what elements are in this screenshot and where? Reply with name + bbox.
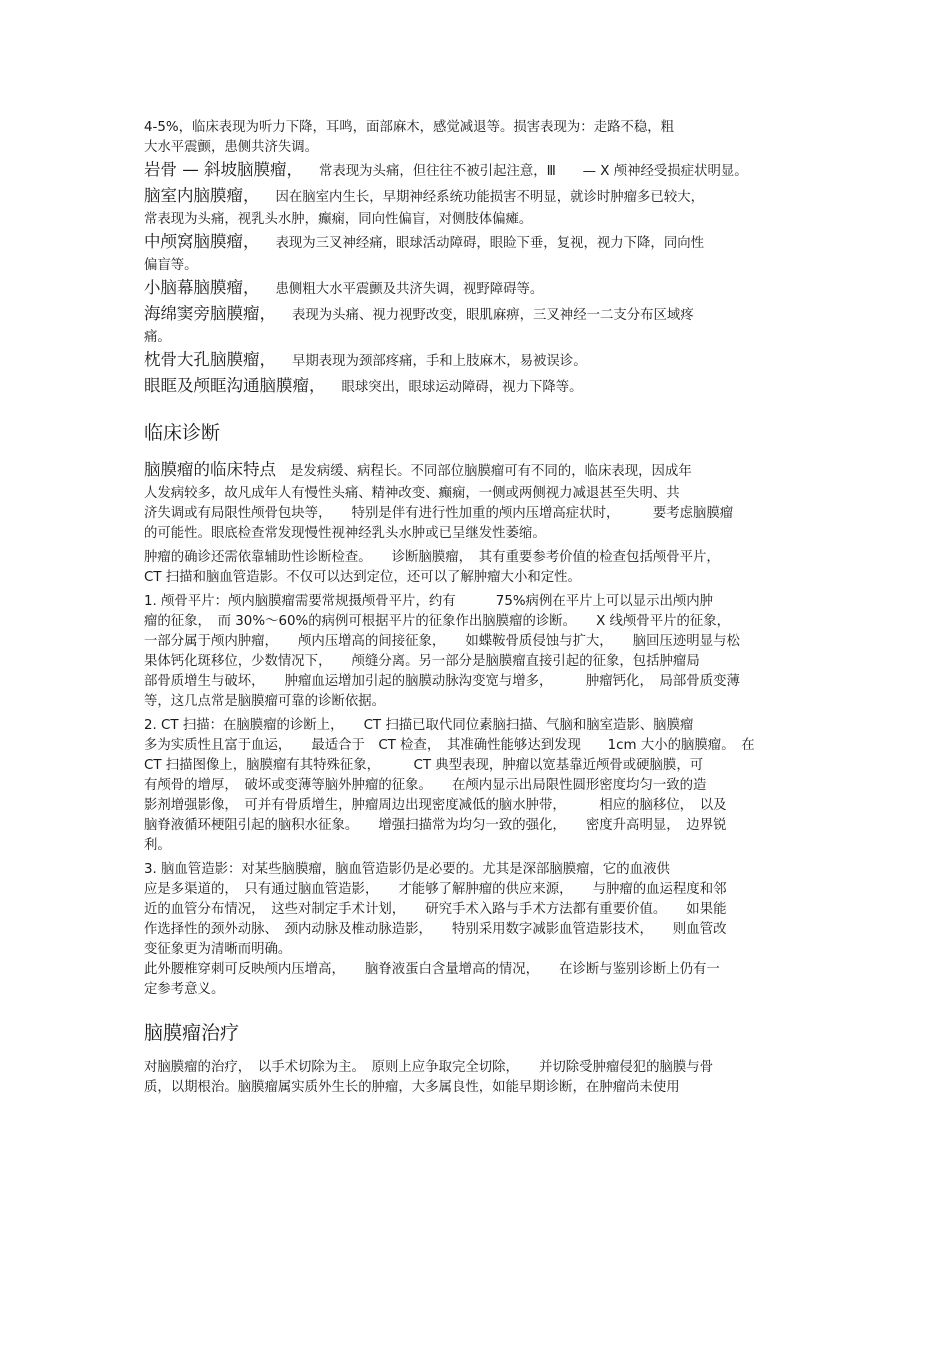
diagnosis-lead-line xyxy=(144,458,814,484)
section-heading-diagnosis: 临床诊断 xyxy=(144,422,221,444)
paragraph-line: 人发病较多，故凡成年人有慢性头痛、精神改变、癫痫，一侧或两侧视力减退甚至失明、共 xyxy=(144,486,680,501)
type-name: 中颅窝脑膜瘤， xyxy=(144,232,260,251)
paragraph-line: 定参考意义。 xyxy=(144,982,225,997)
paragraph-line: 一部分属于颅内肿瘤， 颅内压增高的间接征象， 如蝶鞍骨质侵蚀与扩大， 脑回压迹明显与松 xyxy=(144,634,740,649)
paragraph-line: 济失调或有局限性颅骨包块等， 特别是伴有进行性加重的颅内压增高症状时， 要考虑脑膜瘤 xyxy=(144,506,734,521)
intro-line-1: 4-5%，临床表现为听力下降，耳鸣，面部麻木，感觉减退等。损害表现为：走路不稳，粗 xyxy=(144,120,675,135)
paragraph-line: 此外腰椎穿刺可反映颅内压增高， 脑脊液蛋白含量增高的情况， 在诊断与鉴别诊断上仍有一 xyxy=(144,962,720,977)
type-entry-line xyxy=(144,256,814,276)
intro-line-2: 大水平震颤，患侧共济失调。 xyxy=(144,140,319,155)
type-description: 眼球突出，眼球运动障碍，视力下降等。 xyxy=(341,380,583,395)
type-entry-line xyxy=(144,210,814,230)
paragraph-line: 瘤的征象， 而 30%～60%的病例可根据平片的征象作出脑膜瘤的诊断。 X 线颅骨平片的征象， xyxy=(144,614,731,629)
type-entry-line xyxy=(144,348,814,374)
paragraph-line: 变征象更为清晰而明确。 xyxy=(144,942,292,957)
paragraph-line: 应是多渠道的， 只有通过脑血管造影， 才能够了解肿瘤的供应来源， 与肿瘤的血运程度和邻 xyxy=(144,882,727,897)
paragraph-line: CT 扫描和脑血管造影。不仅可以达到定位，还可以了解肿瘤大小和定性。 xyxy=(144,570,581,585)
type-entry-line xyxy=(144,276,814,302)
type-name: 枕骨大孔脑膜瘤， xyxy=(144,350,276,369)
type-description: 常表现为头痛，但往往不被引起注意，Ⅲ — X 颅神经受损症状明显。 xyxy=(319,164,748,179)
paragraph-line: 的可能性。眼底检查常发现慢性视神经乳头水肿或已呈继发性萎缩。 xyxy=(144,526,546,541)
type-description: 表现为头痛、视力视野改变，眼肌麻痹，三叉神经一二支分布区域疼 xyxy=(292,308,694,323)
type-description: 表现为三叉神经痛，眼球活动障碍，眼睑下垂，复视，视力下降，同向性 xyxy=(275,236,704,251)
paragraph-line: 近的血管分布情况， 这些对制定手术计划， 研究手术入路与手术方法都有重要价值。 如果能 xyxy=(144,902,727,917)
type-entry-line xyxy=(144,374,814,400)
paragraph-line: 质，以期根治。脑膜瘤属实质外生长的肿瘤，大多属良性，如能早期诊断，在肿瘤尚未使用 xyxy=(144,1080,680,1095)
paragraph-line: 果体钙化斑移位，少数情况下， 颅缝分离。另一部分是脑膜瘤直接引起的征象，包括肿瘤局 xyxy=(144,654,700,669)
meningioma-type-list xyxy=(144,158,814,400)
paragraph-line: 多为实质性且富于血运， 最适合于 CT 检查， 其准确性能够达到发现 1cm 大小的脑膜瘤。 在 xyxy=(144,738,755,753)
paragraph-line: 作选择性的颈外动脉、 颈内动脉及椎动脉造影， 特别采用数字减影血管造影技术， 则血管改 xyxy=(144,922,727,937)
paragraph-line: 等，这几点常是脑膜瘤可靠的诊断依据。 xyxy=(144,694,386,709)
type-description: 患侧粗大水平震颤及共济失调，视野障碍等。 xyxy=(275,282,544,297)
type-description: 偏盲等。 xyxy=(144,258,198,273)
diagnosis-p1-line: 是发病缓、病程长。不同部位脑膜瘤可有不同的，临床表现，因成年 xyxy=(290,464,692,479)
paragraph-line: 利。 xyxy=(144,838,171,853)
type-description: 常表现为头痛，视乳头水肿，癫痫，同向性偏盲，对侧肢体偏瘫。 xyxy=(144,212,533,227)
type-name: 小脑幕脑膜瘤， xyxy=(144,278,260,297)
section-heading-treatment: 脑膜瘤治疗 xyxy=(144,1022,240,1044)
type-entry-line xyxy=(144,328,814,348)
type-name: 眼眶及颅眶沟通脑膜瘤， xyxy=(144,376,326,395)
diagnosis-paragraph-6 xyxy=(144,960,814,1000)
paragraph-line: 3. 脑血管造影：对某些脑膜瘤，脑血管造影仍是必要的。尤其是深部脑膜瘤，它的血液供 xyxy=(144,862,670,877)
paragraph-line: 影剂增强影像， 可并有骨质增生，肿瘤周边出现密度减低的脑水肿带， 相应的脑移位， 以及 xyxy=(144,798,727,813)
diagnosis-paragraph-2 xyxy=(144,548,814,588)
diagnosis-paragraph-4 xyxy=(144,716,814,856)
type-name: 脑室内脑膜瘤， xyxy=(144,186,260,205)
diagnosis-paragraph-5 xyxy=(144,860,814,960)
paragraph-line: 脑脊液循环梗阻引起的脑积水征象。 增强扫描常为均匀一致的强化， 密度升高明显， 边界锐 xyxy=(144,818,727,833)
paragraph-line: 部骨质增生与破坏， 肿瘤血运增加引起的脑膜动脉沟变宽与增多， 肿瘤钙化， 局部骨质变薄 xyxy=(144,674,740,689)
type-entry-line xyxy=(144,230,814,256)
paragraph-line: 2. CT 扫描：在脑膜瘤的诊断上， CT 扫描已取代同位素脑扫描、气脑和脑室造影、脑膜瘤 xyxy=(144,718,694,733)
type-name: 海绵窦旁脑膜瘤， xyxy=(144,304,276,323)
type-description: 早期表现为颈部疼痛，手和上肢麻木，易被误诊。 xyxy=(292,354,587,369)
document-page xyxy=(144,118,814,1098)
diagnosis-paragraph-1 xyxy=(144,484,814,544)
type-entry-line xyxy=(144,158,814,184)
paragraph-line: 肿瘤的确诊还需依靠辅助性诊断检查。 诊断脑膜瘤， 其有重要参考价值的检查包括颅骨平片， xyxy=(144,550,720,565)
diagnosis-lead: 脑膜瘤的临床特点 xyxy=(144,460,276,479)
type-description: 因在脑室内生长，早期神经系统功能损害不明显，就诊时肿瘤多已较大， xyxy=(275,190,704,205)
paragraph-line: 对脑膜瘤的治疗， 以手术切除为主。 原则上应争取完全切除， 并切除受肿瘤侵犯的脑膜与骨 xyxy=(144,1060,714,1075)
paragraph-line: 1. 颅骨平片：颅内脑膜瘤需要常规摄颅骨平片，约有 75%病例在平片上可以显示出颅内肿 xyxy=(144,594,714,609)
treatment-paragraph-1 xyxy=(144,1058,814,1098)
type-name: 岩骨 — 斜坡脑膜瘤， xyxy=(144,160,303,179)
type-entry-line xyxy=(144,184,814,210)
diagnosis-paragraph-3 xyxy=(144,592,814,712)
type-entry-line xyxy=(144,302,814,328)
paragraph-line: CT 扫描图像上，脑膜瘤有其特殊征象， CT 典型表现，肿瘤以宽基靠近颅骨或硬脑膜，可 xyxy=(144,758,704,773)
type-description: 痛。 xyxy=(144,330,171,345)
paragraph-line: 有颅骨的增厚， 破坏或变薄等脑外肿瘤的征象。 在颅内显示出局限性圆形密度均匀一致的造 xyxy=(144,778,707,793)
